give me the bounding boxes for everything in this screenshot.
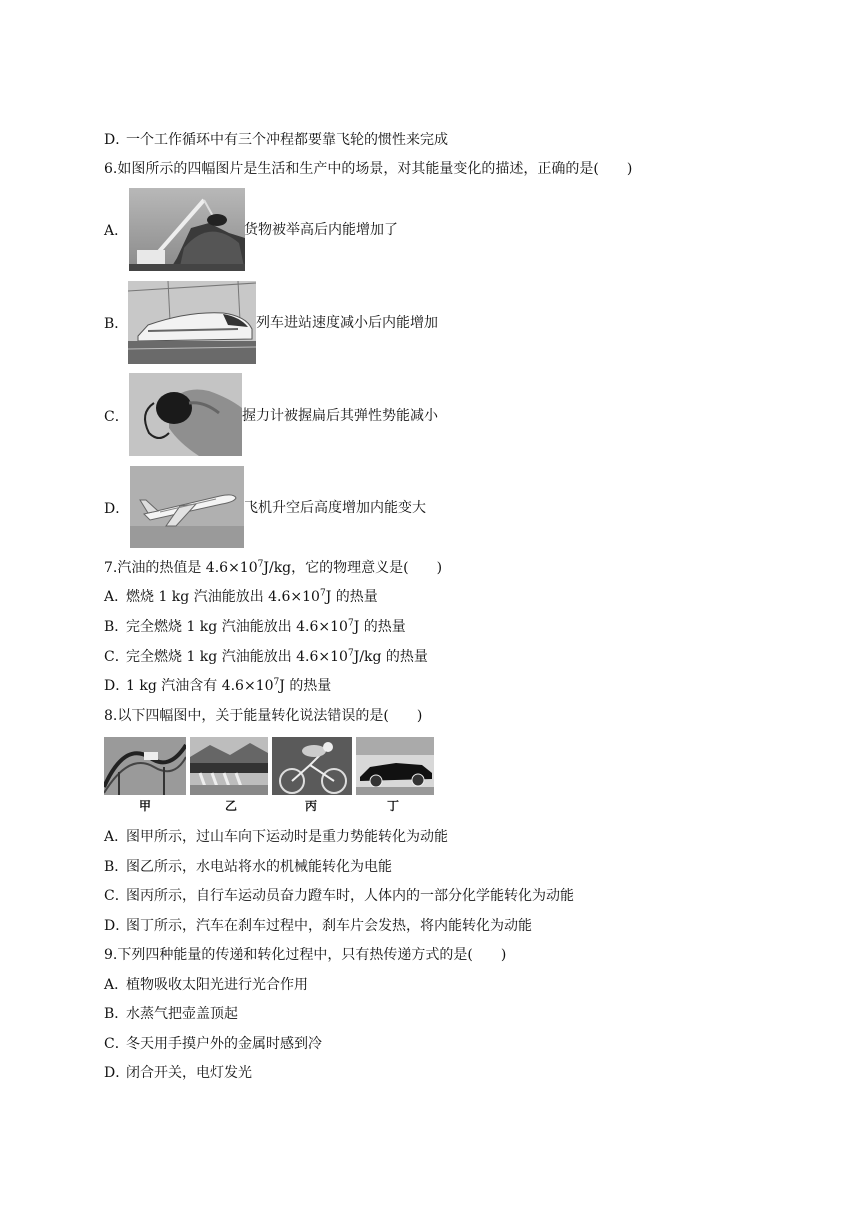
option-letter: A． — [104, 829, 129, 845]
option-text-post: J 的热量 — [325, 589, 378, 605]
q6-option-b-text: 列车进站速度减小后内能增加 — [256, 315, 438, 331]
option-text: 图甲所示，过山车向下运动时是重力势能转化为动能 — [126, 829, 448, 845]
option-letter: A． — [104, 977, 129, 993]
option-letter: C． — [104, 888, 129, 904]
roller-coaster-photo — [104, 737, 186, 795]
q7-stem-post: J/kg，它的物理意义是( ) — [263, 560, 443, 576]
q6-option-d-letter: D． — [104, 501, 130, 517]
option-text-post: J/kg 的热量 — [353, 649, 428, 665]
option-exponent: 7 — [347, 618, 354, 629]
option-letter: C． — [104, 649, 129, 665]
option-exponent: 7 — [347, 648, 354, 659]
q7-option-b — [104, 617, 406, 637]
q9-option-c — [104, 1034, 322, 1054]
option-text: 图乙所示，水电站将水的机械能转化为电能 — [126, 859, 392, 875]
option-text-post: J 的热量 — [353, 619, 406, 635]
option-text: 1 kg 汽油含有 4.6×10 — [126, 678, 274, 694]
option-letter: D． — [104, 1065, 130, 1081]
cyclist-photo — [272, 737, 352, 795]
q6-option-a-letter: A． — [104, 223, 129, 239]
option-letter: D． — [104, 132, 130, 148]
q6-option-a-text: 货物被举高后内能增加了 — [244, 222, 398, 238]
option-letter: B． — [104, 859, 129, 875]
q9-option-a — [104, 975, 308, 995]
figure-label-bing: 丙 — [305, 799, 318, 813]
option-text: 图丁所示，汽车在刹车过程中，刹车片会发热，将内能转化为动能 — [126, 918, 532, 934]
option-text: 一个工作循环中有三个冲程都要靠飞轮的惯性来完成 — [126, 132, 448, 148]
option-text: 冬天用手摸户外的金属时感到冷 — [126, 1036, 322, 1052]
q6-option-b-letter: B． — [104, 316, 129, 332]
hand-grip-dynamometer-photo — [129, 373, 242, 456]
figure-label-jia: 甲 — [139, 799, 152, 813]
option-text: 植物吸收太阳光进行光合作用 — [126, 977, 308, 993]
q7-stem — [104, 558, 442, 578]
q8-stem: 8.以下四幅图中，关于能量转化说法错误的是( ) — [104, 708, 423, 724]
hydropower-dam-photo — [190, 737, 268, 795]
airplane-takeoff-photo — [130, 466, 244, 548]
q6-stem: 6.如图所示的四幅图片是生活和生产中的场景，对其能量变化的描述，正确的是( ) — [104, 161, 633, 177]
option-letter: B． — [104, 619, 129, 635]
option-letter: B． — [104, 1006, 129, 1022]
q6-option-d-text: 飞机升空后高度增加内能变大 — [244, 500, 426, 516]
option-text: 燃烧 1 kg 汽油能放出 4.6×10 — [126, 589, 320, 605]
option-letter: C． — [104, 1036, 129, 1052]
option-text: 完全燃烧 1 kg 汽油能放出 4.6×10 — [126, 619, 348, 635]
q8-option-b — [104, 857, 392, 877]
q5-option-d — [104, 130, 448, 150]
q7-option-d — [104, 676, 331, 696]
figure-label-yi: 乙 — [225, 799, 238, 813]
option-exponent: 7 — [319, 588, 326, 599]
q9-stem: 9.下列四种能量的传递和转化过程中，只有热传递方式的是( ) — [104, 947, 507, 963]
option-text: 完全燃烧 1 kg 汽油能放出 4.6×10 — [126, 649, 348, 665]
q7-option-a — [104, 587, 378, 607]
q7-stem-exponent: 7 — [257, 559, 264, 570]
figure-label-ding: 丁 — [387, 799, 400, 813]
high-speed-train-photo — [128, 281, 256, 364]
option-text: 图丙所示，自行车运动员奋力蹬车时，人体内的一部分化学能转化为动能 — [126, 888, 574, 904]
option-text: 水蒸气把壶盖顶起 — [126, 1006, 238, 1022]
q8-option-a — [104, 827, 448, 847]
option-letter: A． — [104, 589, 129, 605]
race-car-photo — [356, 737, 434, 795]
q8-option-c — [104, 886, 574, 906]
q6-option-c-letter: C． — [104, 409, 129, 425]
option-text: 闭合开关，电灯发光 — [126, 1065, 252, 1081]
q8-option-d — [104, 916, 532, 936]
crane-lifting-cargo-photo — [129, 188, 245, 271]
q9-option-b — [104, 1004, 238, 1024]
q7-stem-pre: 7.汽油的热值是 4.6×10 — [104, 560, 258, 576]
q9-option-d — [104, 1063, 252, 1083]
q6-option-c-text: 握力计被握扁后其弹性势能减小 — [242, 408, 438, 424]
option-letter: D． — [104, 678, 130, 694]
option-exponent: 7 — [273, 677, 280, 688]
option-letter: D． — [104, 918, 130, 934]
q7-option-c — [104, 647, 428, 667]
option-text-post: J 的热量 — [279, 678, 332, 694]
